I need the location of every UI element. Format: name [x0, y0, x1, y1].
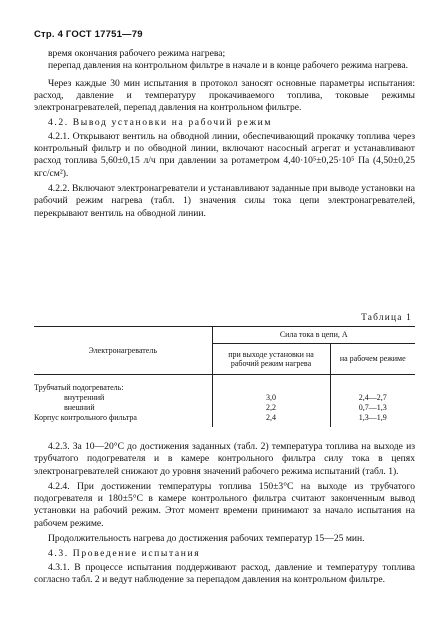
table-row-label: Корпус контрольного фильтра [34, 412, 137, 422]
paragraph-4-3-1: 4.3.1. В процессе испытания поддерживают расход, давление и температуру топлива согласно табл. 2 и ведут наблюдение за перепадом давления на контрольном фильтре. [34, 561, 415, 585]
table-header-heater: Электронагреватель [34, 327, 212, 375]
table-caption: Таблица 1 [361, 313, 412, 323]
table-subheader-operating: на рабочем режиме [330, 344, 415, 375]
paragraph-4-2-2: 4.2.2. Включают электронагреватели и устанавливают заданные при выводе установки на рабочий режим нагрева (табл. 1) значения силы тока цепи электронагревателей, перекрывают вентиль на обводной линии. [34, 182, 415, 219]
paragraph-pressure-drop: перепад давления на контрольном фильтре в начале и в конце рабочего режима нагрева. [48, 60, 409, 72]
table-cell: 2,2 [212, 403, 330, 413]
section-heading-4-2: 4.2. Вывод установки на рабочий режим [48, 117, 273, 129]
paragraph-duration: Продолжительность нагрева до достижения рабочих температур 15—25 мин. [48, 533, 365, 545]
table-row-label: Трубчатый подогреватель: [34, 383, 124, 392]
table-cell: 1,3—1,9 [330, 413, 415, 427]
table-1 [34, 326, 415, 427]
paragraph-end-time: время окончания рабочего режима нагрева; [48, 48, 226, 59]
table-cell: 0,7—1,3 [330, 403, 415, 413]
section-heading-4-3: 4.3. Проведение испытания [48, 548, 201, 560]
table-cell: 2,4—2,7 [330, 393, 415, 403]
table-cell [330, 375, 415, 393]
paragraph-4-2-1: 4.2.1. Открывают вентиль на обводной линии, обеспечивающий прокачку топлива через контрольный фильтр и по обводной линии, включают насосный агрегат и устанавливают расход топлива 5,60±0,15 л/ч при давлении за ротаметром 4,40·10⁵±0,25·10⁵ Па (4,50±0,25 кгс/см²). [34, 130, 415, 179]
table-row-label: внутренний [64, 392, 105, 402]
paragraph-4-2-4: 4.2.4. При достижении температуры топлива 150±3°С на выходе из трубчатого подогревателя и 180±5°С в камере контрольного фильтра считают законченным вывод установки на рабочий режим. Этот момент времени принимают за начало испытания на рабочем режиме. [34, 480, 415, 529]
table-cell: 2,4 [212, 413, 330, 427]
paragraph-every-30-min: Через каждые 30 мин испытания в протокол заносят основные параметры испытания: расход, давление и температуру прокачиваемого топлива, токовые режимы электронагревателей, перепад давления на контрольном фильтре. [34, 77, 415, 114]
table-cell [212, 375, 330, 393]
text-block-bottom [34, 441, 415, 586]
text-block-top [34, 48, 415, 220]
table-header-current: Сила тока в цепи, А [212, 327, 415, 344]
table-cell: 3,0 [212, 393, 330, 403]
page-header: Стр. 4 ГОСТ 17751—79 [34, 29, 143, 40]
table-row-label: внешний [64, 402, 95, 412]
table-subheader-startup: при выходе установки на рабочий режим нагрева [212, 344, 330, 375]
paragraph-4-2-3: 4.2.3. За 10—20°C до достижения заданных (табл. 2) температура топлива на выходе из трубчатого подогревателя и в камере контрольного фильтра силу тока в цепях электронагревателей снижают до уровня значений рабочего режима испытаний (табл. 1). [34, 441, 415, 477]
